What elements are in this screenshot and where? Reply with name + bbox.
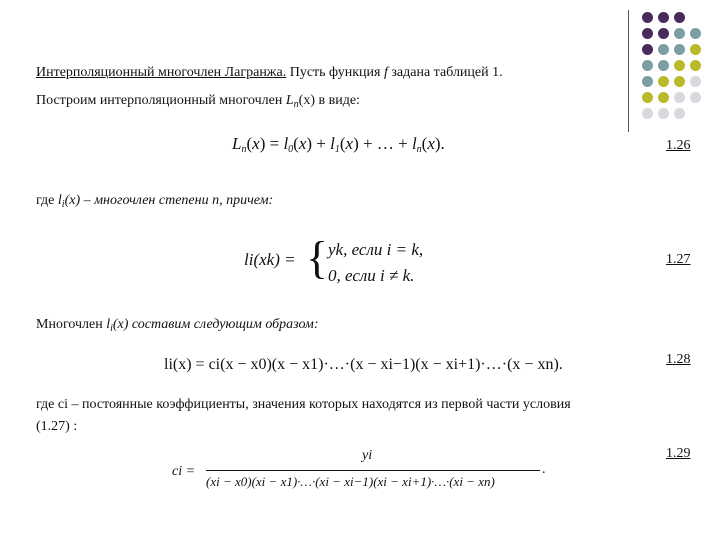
decor-dot <box>674 92 685 103</box>
decor-dot <box>674 12 685 23</box>
poly-l: l <box>106 317 111 332</box>
decor-dot <box>658 28 669 39</box>
where1-pre: где <box>36 193 58 208</box>
decor-dot <box>674 60 685 71</box>
eq2-case-2: 0, если i ≠ k. <box>328 266 415 285</box>
decor-dot <box>690 92 701 103</box>
decor-dot <box>642 60 653 71</box>
decor-dot <box>690 76 701 87</box>
decor-dot <box>658 60 669 71</box>
eq4-lhs: ci = <box>172 464 196 479</box>
line2-text: Построим интерполяционный многочлен <box>36 93 286 108</box>
line2-n: n <box>293 99 299 110</box>
decor-dot <box>674 108 685 119</box>
decor-dot <box>690 28 701 39</box>
eq4-tail: . <box>542 462 546 477</box>
poly-post: (x) составим следующим образом: <box>112 317 319 332</box>
equation-number-1-27: 1.27 <box>666 252 691 267</box>
where1-i: i <box>61 199 65 210</box>
equation-1-29 <box>172 448 552 502</box>
eq4-numerator: yi <box>362 448 373 463</box>
decor-dot <box>642 12 653 23</box>
where-line-2: где ci – постоянные коэффициенты, значения которых находятся из первой части условия <box>36 397 571 412</box>
intro-text-2: задана таблицей 1. <box>387 65 503 80</box>
section-title: Интерполяционный многочлен Лагранжа. <box>36 65 287 80</box>
polynomial-line <box>36 316 319 338</box>
fraction-bar <box>206 470 540 471</box>
decor-dot <box>690 60 701 71</box>
decor-dot <box>674 44 685 55</box>
decor-dot <box>642 44 653 55</box>
equation-1-28: li(x) = ci(x − x0)(x − x1)·…·(x − xi−1)(x − xi+1)·…·(x − xn). <box>164 356 563 373</box>
where-line-1 <box>36 192 273 214</box>
decor-dot <box>642 28 653 39</box>
eq2-lhs: li(xk) = <box>244 250 296 269</box>
equation-number-1-29: 1.29 <box>666 446 691 461</box>
line2-post: (x) в виде: <box>298 93 360 108</box>
equation-1-26: $L_n(x) = l_0(x) + l_1(x)$ + … + $l_n(x)$. <box>232 134 445 155</box>
equation-number-1-26: 1.26 <box>666 138 691 153</box>
equation-1-27 <box>244 232 444 288</box>
decor-dot <box>674 28 685 39</box>
eq2-case-1: yk, если i = k, <box>328 240 424 259</box>
equation-number-1-28: 1.28 <box>666 352 691 367</box>
decor-dot <box>642 92 653 103</box>
where1-post: (x) – многочлен степени n, причем: <box>64 193 274 208</box>
intro-line <box>36 64 503 82</box>
intro-text: Пусть функция <box>286 65 384 80</box>
where1-l: l <box>57 193 62 208</box>
decor-dot <box>690 44 701 55</box>
decor-dot <box>658 12 669 23</box>
brace: { <box>306 232 329 283</box>
eq4-denominator: (xi − x0)(xi − x1)·…·(xi − xi−1)(xi − xi+1)·…·(xi − xn) <box>206 474 495 489</box>
decor-dot <box>658 108 669 119</box>
where-line-2b: (1.27) : <box>36 419 78 434</box>
intro-f: f <box>383 65 388 80</box>
poly-i: i <box>110 323 113 334</box>
decor-dot <box>642 108 653 119</box>
decor-divider <box>628 10 629 132</box>
poly-pre: Многочлен <box>36 317 107 332</box>
decor-dot <box>658 76 669 87</box>
decor-dot <box>658 92 669 103</box>
decor-dot <box>674 76 685 87</box>
line2-L: L <box>285 93 294 108</box>
decor-dot <box>642 76 653 87</box>
intro-line-2 <box>36 92 360 114</box>
decor-dot <box>658 44 669 55</box>
